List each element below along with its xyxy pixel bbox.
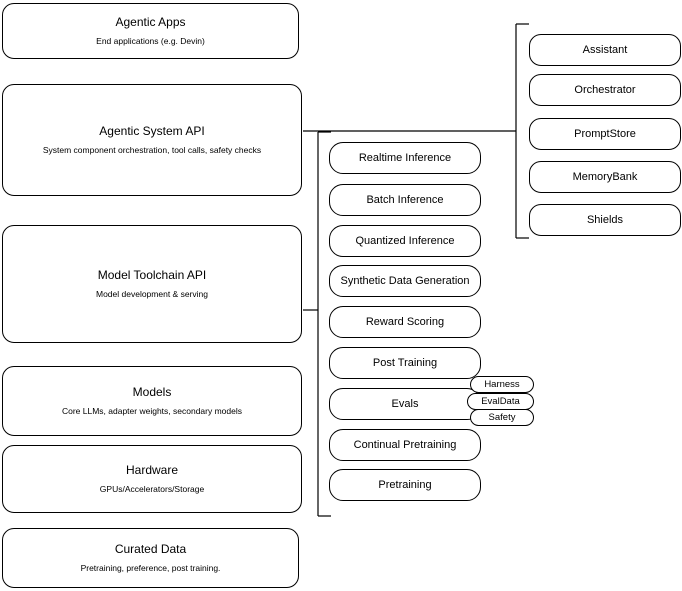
node-title: Agentic Apps (115, 15, 186, 29)
node-label: Safety (488, 412, 516, 423)
node-orchestrator[interactable] (529, 74, 681, 106)
node-label: Batch Inference (366, 194, 444, 206)
node-title: Agentic System API (99, 124, 205, 138)
node-label: Post Training (372, 357, 438, 369)
node-label: Synthetic Data Generation (340, 275, 470, 287)
node-label: PromptStore (574, 128, 636, 140)
node-curated-data[interactable] (2, 528, 299, 588)
node-subtitle: Pretraining, preference, post training. (80, 563, 221, 573)
node-subtitle: GPUs/Accelerators/Storage (99, 484, 205, 494)
node-model-toolchain-api[interactable] (2, 225, 302, 343)
node-realtime-inference[interactable] (329, 142, 481, 174)
node-promptstore[interactable] (529, 118, 681, 150)
node-continual-pretraining[interactable] (329, 429, 481, 461)
node-label: Evals (391, 398, 419, 410)
node-hardware[interactable] (2, 445, 302, 513)
node-label: MemoryBank (572, 171, 638, 183)
node-shields[interactable] (529, 204, 681, 236)
node-label: Shields (586, 214, 624, 226)
node-reward-scoring[interactable] (329, 306, 481, 338)
node-title: Curated Data (114, 542, 187, 556)
node-label: Harness (484, 379, 520, 390)
node-label: Quantized Inference (355, 235, 455, 247)
node-batch-inference[interactable] (329, 184, 481, 216)
node-label: Pretraining (378, 479, 432, 491)
node-models[interactable] (2, 366, 302, 436)
node-post-training[interactable] (329, 347, 481, 379)
node-subtitle: Core LLMs, adapter weights, secondary models (61, 406, 242, 416)
node-safety[interactable] (470, 409, 534, 426)
node-subtitle: End applications (e.g. Devin) (96, 36, 205, 46)
node-quantized-inference[interactable] (329, 225, 481, 257)
node-label: Realtime Inference (358, 152, 452, 164)
node-title: Model Toolchain API (97, 268, 207, 282)
node-title: Models (132, 385, 172, 399)
node-assistant[interactable] (529, 34, 681, 66)
node-label: EvalData (481, 396, 520, 407)
node-subtitle: Model development & serving (96, 289, 208, 299)
node-subtitle: System component orchestration, tool calls, safety checks (42, 145, 262, 155)
node-memorybank[interactable] (529, 161, 681, 193)
node-harness[interactable] (470, 376, 534, 393)
node-agentic-apps[interactable] (2, 3, 299, 59)
node-label: Continual Pretraining (353, 439, 457, 451)
node-label: Reward Scoring (365, 316, 445, 328)
node-agentic-system-api[interactable] (2, 84, 302, 196)
node-title: Hardware (125, 463, 179, 477)
node-evaldata[interactable] (467, 393, 534, 410)
node-evals[interactable] (329, 388, 481, 420)
node-label: Assistant (582, 44, 628, 56)
node-pretraining[interactable] (329, 469, 481, 501)
node-label: Orchestrator (574, 84, 636, 96)
node-synthetic-data-generation[interactable] (329, 265, 481, 297)
